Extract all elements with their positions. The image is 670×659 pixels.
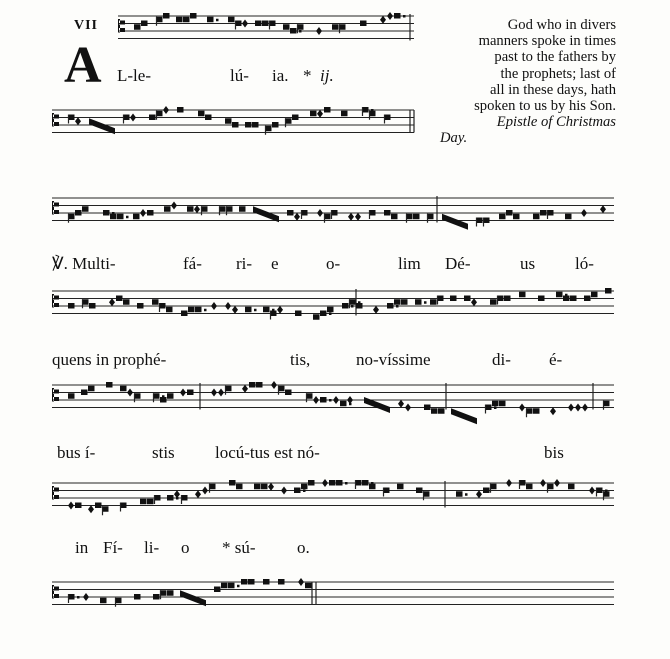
neume-note <box>391 214 398 220</box>
translation-line: spoken to us by his Son. <box>474 98 616 115</box>
syllable: ri- <box>236 254 253 273</box>
neume-note <box>320 397 327 403</box>
neume-note <box>416 488 423 494</box>
syllable: bis <box>544 443 564 462</box>
neume-note <box>513 214 520 220</box>
mora-dot <box>216 19 219 22</box>
neume-note <box>149 115 156 121</box>
neume-note <box>327 307 334 313</box>
neume-note <box>120 386 127 392</box>
neume-note <box>492 401 499 407</box>
neume-note <box>504 296 511 302</box>
syllable: ℣. Multi- <box>52 254 116 273</box>
neume-note <box>519 292 526 298</box>
neume-rhombus <box>281 487 287 495</box>
neume-note <box>263 307 270 313</box>
neume-note <box>290 28 297 34</box>
syllable: us <box>520 254 536 273</box>
neume-note <box>110 214 117 220</box>
neume-note <box>563 296 570 302</box>
neume-note <box>198 111 205 117</box>
syllable: * <box>303 66 312 85</box>
neume-note <box>225 118 232 124</box>
syllable: ia. <box>272 66 289 85</box>
neume-rhombus <box>140 209 146 217</box>
mora-dot <box>254 309 257 312</box>
neume-rhombus <box>387 12 393 20</box>
neume-note <box>456 491 463 497</box>
syllable: lú- <box>230 66 249 85</box>
mora-dot <box>351 305 354 308</box>
neume-ligature <box>253 206 279 222</box>
translation-source: Epistle of Christmas <box>496 114 616 131</box>
syllable: L-le- <box>117 66 151 85</box>
neume-rhombus <box>271 381 277 389</box>
syllable: é- <box>549 350 563 369</box>
neume-note <box>147 210 154 216</box>
neume-note <box>254 484 261 490</box>
neume-note <box>384 210 391 216</box>
neume-note <box>362 480 369 486</box>
neume-rhombus <box>211 302 217 310</box>
neume-note <box>88 386 95 392</box>
neume-rhombus <box>380 16 386 24</box>
syllable: * sú- <box>222 538 256 557</box>
neume-note <box>75 210 82 216</box>
neume-note <box>239 206 246 212</box>
neume-rhombus <box>211 389 217 397</box>
syllable: o- <box>326 254 341 273</box>
neume-note <box>134 594 141 600</box>
syllable: locú-tus est nó- <box>215 443 320 462</box>
neume-note <box>166 307 173 313</box>
neume-note <box>278 579 285 585</box>
neume-rhombus <box>405 404 411 412</box>
neume-note <box>187 206 194 212</box>
mora-dot <box>494 407 497 410</box>
neume-rhombus <box>75 117 81 125</box>
neume-note <box>252 122 259 128</box>
neume-rhombus <box>218 389 224 397</box>
neume-ligature <box>442 214 468 230</box>
lyrics-line-4 <box>0 350 670 372</box>
neume-note <box>177 107 184 113</box>
neume-rhombus <box>242 20 248 28</box>
syllable: lim <box>398 254 421 273</box>
syllable: bus í- <box>57 443 96 462</box>
neume-note <box>401 299 408 305</box>
neume-note <box>205 115 212 121</box>
neume-note <box>245 122 252 128</box>
neume-note <box>255 21 262 27</box>
neume-ligature <box>451 408 477 424</box>
neume-rhombus <box>589 487 595 495</box>
neume-rhombus <box>268 483 274 491</box>
neume-note <box>245 307 252 313</box>
neume-rhombus <box>554 479 560 487</box>
neume-note <box>533 214 540 220</box>
neume-rhombus <box>398 400 404 408</box>
neume-rhombus <box>313 396 319 404</box>
neume-note <box>190 13 197 19</box>
neume-note <box>294 488 301 494</box>
neume-note <box>285 390 292 396</box>
neume-note <box>336 480 343 486</box>
neume-note <box>256 382 263 388</box>
neume-note <box>147 499 154 505</box>
neume-note <box>313 314 320 320</box>
neume-note <box>183 17 190 23</box>
initial-letter: A <box>64 37 102 94</box>
neume-note <box>341 111 348 117</box>
syllable: tis, <box>290 350 311 369</box>
neume-rhombus <box>600 205 606 213</box>
neume-rhombus <box>575 404 581 412</box>
neume-rhombus <box>232 306 238 314</box>
neume-ligature <box>89 118 115 134</box>
syllable: o <box>181 538 190 557</box>
neume-note <box>340 401 347 407</box>
syllable: quens in prophé- <box>52 350 167 369</box>
neume-rhombus <box>373 306 379 314</box>
neume-note <box>272 122 279 128</box>
neume-note <box>301 484 308 490</box>
neume-rhombus <box>582 404 588 412</box>
neume-rhombus <box>294 213 300 221</box>
neume-note <box>123 299 130 305</box>
neume-note <box>81 390 88 396</box>
neume-note <box>167 590 174 596</box>
neume-rhombus <box>174 490 180 498</box>
neume-rhombus <box>277 306 283 314</box>
neume-note <box>214 587 221 593</box>
neume-note <box>424 405 431 411</box>
clef-icon <box>52 585 59 599</box>
neume-note <box>75 503 82 509</box>
neume-rhombus <box>298 578 304 586</box>
neume-note <box>68 393 75 399</box>
lyrics-line-1 <box>0 66 670 88</box>
neume-note <box>538 296 545 302</box>
syllable: Dé- <box>445 254 471 273</box>
neume-rhombus <box>171 202 177 210</box>
neume-note <box>324 107 331 113</box>
lyrics-line-5 <box>0 443 670 465</box>
neume-note <box>100 598 107 604</box>
neume-note <box>570 296 577 302</box>
syllable: o. <box>297 538 310 557</box>
neume-rhombus <box>476 490 482 498</box>
neume-rhombus <box>316 27 322 35</box>
neume-note <box>490 299 497 305</box>
neume-note <box>292 115 299 121</box>
neume-note <box>464 296 471 302</box>
neume-rhombus <box>581 209 587 217</box>
neume-note <box>438 408 445 414</box>
neume-rhombus <box>225 302 231 310</box>
neume-note <box>236 484 243 490</box>
translation-line: past to the fathers by <box>494 49 616 66</box>
neume-rhombus <box>550 407 556 415</box>
neume-rhombus <box>130 114 136 122</box>
neume-note <box>263 579 270 585</box>
translation-line: all in these days, hath <box>489 81 616 98</box>
neume-ligature <box>364 397 390 413</box>
neume-note <box>591 292 598 298</box>
neume-rhombus <box>195 490 201 498</box>
mora-dot <box>403 15 406 18</box>
neume-note <box>160 397 167 403</box>
mora-dot <box>303 490 306 493</box>
neume-note <box>356 303 363 309</box>
neume-note <box>360 21 367 27</box>
neume-note <box>241 579 248 585</box>
neume-note <box>450 296 457 302</box>
neume-note <box>499 401 506 407</box>
mora-dot <box>345 482 348 485</box>
neume-note <box>106 382 113 388</box>
neume-note <box>167 393 174 399</box>
neume-note <box>262 21 269 27</box>
neume-rhombus <box>180 389 186 397</box>
mora-dot <box>465 493 468 496</box>
neume-note <box>342 303 349 309</box>
neume-note <box>533 408 540 414</box>
mora-dot <box>396 305 399 308</box>
clef-icon <box>52 294 59 308</box>
neume-note <box>568 484 575 490</box>
lyrics-line-3 <box>0 254 670 276</box>
neume-note <box>387 303 394 309</box>
clef-icon <box>52 388 59 402</box>
neume-note <box>137 303 144 309</box>
neume-note <box>140 499 147 505</box>
neume-note <box>228 17 235 23</box>
neume-note <box>249 382 256 388</box>
neume-note <box>95 503 102 509</box>
neume-note <box>68 303 75 309</box>
neume-note <box>329 480 336 486</box>
neume-note <box>413 214 420 220</box>
neume-note <box>82 206 89 212</box>
neume-rhombus <box>317 110 323 118</box>
translation-line: the prophets; last of <box>500 65 616 82</box>
neume-note <box>163 13 170 19</box>
mora-dot <box>329 399 332 402</box>
syllable: Fí- <box>103 538 123 557</box>
neume-rhombus <box>568 404 574 412</box>
neume-note <box>153 594 160 600</box>
neume-note <box>320 311 327 317</box>
neume-rhombus <box>355 213 361 221</box>
neume-rhombus <box>519 404 525 412</box>
neume-note <box>229 480 236 486</box>
mora-dot <box>329 313 332 316</box>
neume-note <box>195 307 202 313</box>
neume-rhombus <box>348 213 354 221</box>
neume-note <box>305 583 312 589</box>
neume-rhombus <box>68 502 74 510</box>
neume-note <box>397 484 404 490</box>
neume-note <box>283 24 290 30</box>
neume-rhombus <box>540 479 546 487</box>
syllable: li- <box>144 538 160 557</box>
neume-note <box>506 210 513 216</box>
translation-line: manners spoke in times <box>478 33 616 50</box>
neume-rhombus <box>163 106 169 114</box>
syllable: ló- <box>575 254 594 273</box>
neume-note <box>232 122 239 128</box>
neume-note <box>287 210 294 216</box>
syllable: di- <box>492 350 511 369</box>
neume-note <box>430 299 437 305</box>
neume-ligature <box>180 590 206 606</box>
neume-rhombus <box>322 479 328 487</box>
neume-rhombus <box>88 505 94 513</box>
neume-rhombus <box>471 298 477 306</box>
neume-note <box>152 299 159 305</box>
mora-dot <box>237 585 240 588</box>
neume-note <box>261 484 268 490</box>
neume-rhombus <box>506 479 512 487</box>
neume-rhombus <box>333 396 339 404</box>
mora-dot <box>424 301 427 304</box>
mora-dot <box>299 30 302 33</box>
neume-rhombus <box>83 593 89 601</box>
neume-note <box>89 303 96 309</box>
neume-note <box>415 299 422 305</box>
neume-note <box>141 21 148 27</box>
neume-note <box>499 214 506 220</box>
neume-note <box>167 495 174 501</box>
mora-dot <box>77 596 80 599</box>
neume-rhombus <box>347 396 353 404</box>
clef-icon <box>52 486 59 500</box>
neume-note <box>221 583 228 589</box>
neume-note <box>133 214 140 220</box>
neume-note <box>394 299 401 305</box>
neume-note <box>605 288 612 294</box>
neume-note <box>181 311 188 317</box>
syllable: fá- <box>183 254 202 273</box>
neume-note <box>526 484 533 490</box>
neume-note <box>188 307 195 313</box>
neume-note <box>308 480 315 486</box>
neume-note <box>310 111 317 117</box>
neume-note <box>116 296 123 302</box>
neume-note <box>394 13 401 19</box>
mora-dot <box>204 309 207 312</box>
clef-icon <box>118 19 125 33</box>
neume-note <box>103 210 110 216</box>
neume-rhombus <box>127 389 133 397</box>
syllable: ij. <box>320 66 334 85</box>
neume-note <box>584 296 591 302</box>
neume-rhombus <box>109 298 115 306</box>
syllable: in <box>75 538 89 557</box>
neume-note <box>540 210 547 216</box>
syllable: no-víssime <box>356 350 431 369</box>
neume-note <box>248 579 255 585</box>
neume-note <box>565 214 572 220</box>
clef-icon <box>52 201 59 215</box>
translation-source-2: Day. <box>440 130 468 147</box>
neume-note <box>176 17 183 23</box>
neume-note <box>164 206 171 212</box>
mode-label: VII <box>74 18 99 33</box>
syllable: stis <box>152 443 175 462</box>
neume-note <box>117 214 124 220</box>
mora-dot <box>126 216 129 219</box>
neume-note <box>228 583 235 589</box>
neume-note <box>332 24 339 30</box>
lyrics-line-6 <box>0 538 670 560</box>
neume-note <box>483 488 490 494</box>
neume-note <box>369 484 376 490</box>
neume-rhombus <box>202 487 208 495</box>
neume-note <box>295 311 302 317</box>
neume-note <box>431 408 438 414</box>
neume-rhombus <box>194 205 200 213</box>
neume-note <box>134 24 141 30</box>
neume-note <box>556 292 563 298</box>
translation-line: God who in divers <box>507 17 616 33</box>
neume-rhombus <box>317 209 323 217</box>
clef-icon <box>52 113 59 127</box>
neume-note <box>207 17 214 23</box>
syllable: e <box>271 254 279 273</box>
neume-rhombus <box>242 385 248 393</box>
neume-note <box>187 390 194 396</box>
